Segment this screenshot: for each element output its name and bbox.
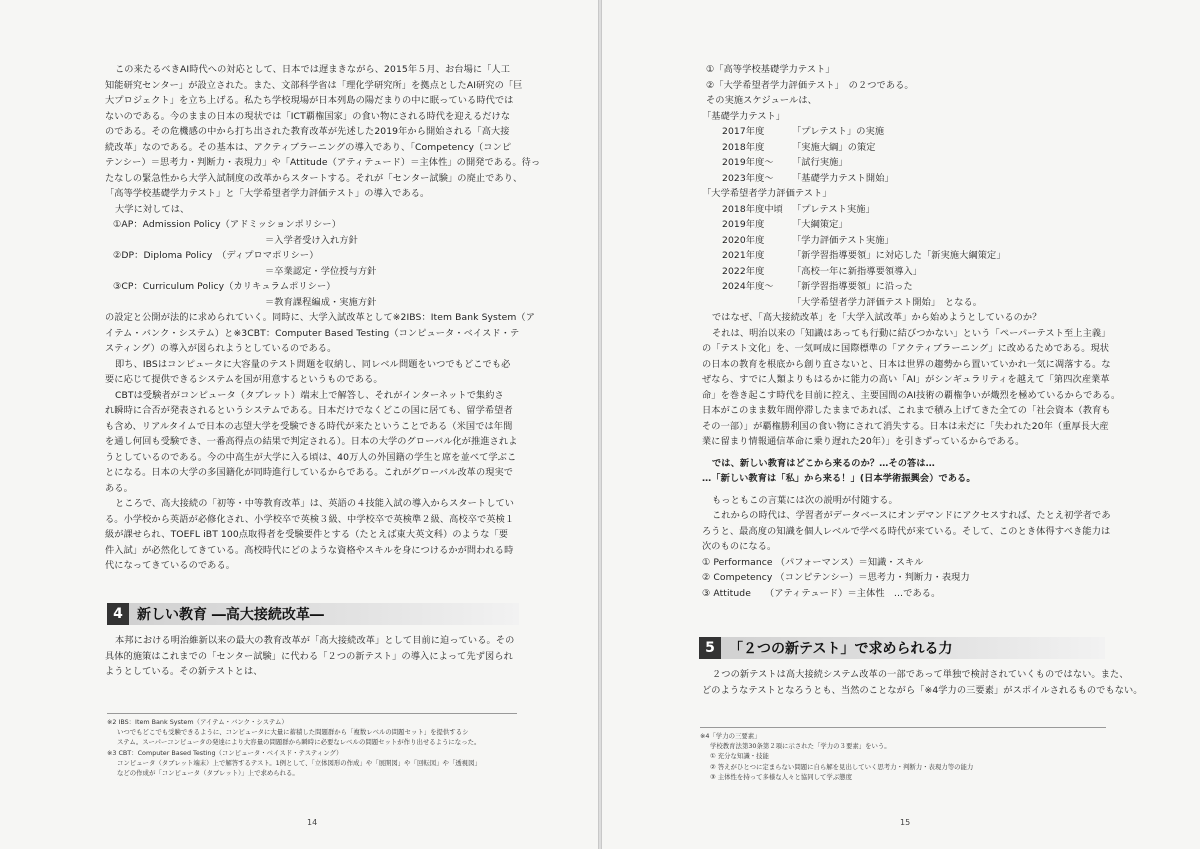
text-line: うとしているのである。今の中高生が大学に入る頃は、40万人の外国籍の学生と席を並べて学ぶこ [105,451,517,463]
schedule-item: 「学力評価テスト実施」 [792,234,894,246]
text-line: の日本の教育を根底から創り直さないと、日本は世界の趨勢から置いていかれ一気に凋落する。な [702,358,1111,370]
text-line: どのようなテストとなろうとも、当然のことながら「※4学力の三要素」がスポイルされるものでもない。 [702,684,1143,696]
text-line: 知能研究センター」が設立された。また、文部科学省は「理化学研究所」を拠点としたAI研究の「巨 [105,79,523,91]
text-line: る。小学校から英語が必修化され、小学校卒で英検３級、中学校卒で英検準２級、高校卒で英検１ [105,513,515,525]
text-line: CBTは受験者がコンピュータ（タブレット）端末上で解答し、それがインターネットで集約さ [115,389,504,401]
footnote-line: などの作成が「コンピュータ（タブレット）」上で求められる。 [117,769,299,778]
text-line: 要に応じて提供できるシステムを国が用意するというものである。 [105,374,383,385]
text-line: のである。その危機感の中から打ち出された教育改革が先述した2019年から開始される「高大接 [105,126,510,137]
text-line: 具体的施策はこれまでの「センター試験」に代わる「２つの新テスト」の導入によって先ず図られ [105,650,513,662]
schedule-row [702,202,1122,218]
schedule-year: 2022年度 [722,265,765,277]
schedule-row [702,233,1122,249]
english-paragraph [105,496,525,574]
text-line: 「高等学校基礎学力テスト」と「大学希望者学力評価テスト」の導入である。 [105,188,430,199]
footnote-line: いつでもどこでも受験できるように、コンピュータに大量に蓄積した問題群から「複数レベルの問題セット」を提供するシ [117,728,469,737]
text-line: 業に留まり情報通信革命に乗り遅れた20年）」を引きずっているからである。 [702,436,1025,447]
page-number: 14 [307,818,318,827]
schedule-row [702,248,1122,264]
section-title: 新しい教育 ―高大接続改革― [137,607,324,623]
schedule-year: 2023年度〜 [722,172,774,184]
text-line: ２つの新テストは高大接続システム改革の一部であって単独で検討されていくものではない。また、 [712,669,1129,680]
explain-paragraph [702,493,1122,555]
basic-schedule [702,109,1122,187]
text-line: ある。 [105,482,133,494]
schedule-year: 2024年度〜 [722,281,774,292]
policy-meaning: ＝教育課程編成・実施方針 [265,296,377,308]
schedule-year: 2019年度 [722,219,765,230]
schedule-item: 「基礎学力テスト開始」 [792,172,894,184]
text-line: 級が課せられ、TOEFL iBT 100点取得者を受験要件とする（たとえば東大英文科）のような「要 [105,529,509,540]
text-line: 続改革」なのである。その基本は、アクティブラーニングの導入であり、「Competency（コンピ [105,141,512,153]
policy-meaning: ＝卒業認定・学位授与方針 [265,265,377,277]
section-4-heading [107,603,519,625]
schedule-row [702,217,1122,233]
answer-line: …「新しい教育は「私」から来る！」(日本学術振興会）である。 [702,473,976,484]
text-line: 即ち、IBSはコンピュータに大容量のテスト問題を収納し、同レベル問題をいつでもどこでも必 [115,358,511,370]
section-number: 4 [107,603,129,625]
left-body-top [105,62,541,574]
text-line: 命」を巻き起こす時代を目前に控え、主要国間のAI技術の覇権争いが熾烈を極めているからである。 [702,389,1121,401]
schedule-item: 「大学希望者学力評価テスト開始」 となる。 [792,296,983,308]
text-line: れ瞬時に合否が発表されるというシステムである。日本だけでなくどこの国に居ても、留学希望者 [105,405,513,416]
schedule-year: 2021年度 [722,250,765,261]
text-line: 代になってきているのである。 [105,560,236,571]
schedule-row [702,279,1122,295]
text-line: 日本がこのまま数年間停滞したままであれば、これまで積み上げてきた全ての「社会資本（教育も [702,405,1111,416]
text-line: スティング）の導入が図られようとしているのである。 [105,343,337,354]
why-paragraph [702,310,1122,450]
section-5-body [702,667,1143,698]
schedule-item: 「新学習指導要領」に沿った [792,281,913,292]
schedule-title: 「大学希望者学力評価テスト」 [702,188,832,199]
text-line: テンシー）＝思考力・判断力・表現力」や「Attitude（アティテュード）＝主体性」の開発である。待っ [105,157,541,168]
ability-item: ③ Attitude （アティテュード）＝主体性 …である。 [702,587,941,599]
section-4-body [105,633,525,680]
text-line: この来たるべきAI時代への対応として、日本では遅まきながら、2015年５月、お台場に「人工 [115,64,511,75]
schedule-row [702,155,1122,171]
section-5-heading [699,637,1105,659]
intro-paragraph [105,62,541,202]
text-line: ところで、高大接続の「初等・中等教育改革」は、英語の４技能入試の導入からスタートしてい [115,498,515,509]
footnote-line: ① 充分な知識・技能 [710,752,769,761]
section-number: 5 [699,637,721,659]
policy-label: ①AP：Admission Policy（アドミッションポリシー） [113,219,341,230]
schedule-item: 「試行実施」 [792,157,848,168]
text-line: 次のものになる。 [702,541,777,552]
text-line: の「テスト文化」を、一気呵成に国際標準の「アクティブラーニング」に改めるためである。現状 [702,343,1110,354]
schedule-item: 「大綱策定」 [792,219,848,230]
schedule-row [702,171,1122,187]
schedule-row [702,264,1122,280]
section-title: 「２つの新テスト」で求められる力 [729,641,953,657]
schedule-title: 「基礎学力テスト」 [702,110,786,122]
schedule-intro: その実施スケジュールは、 [706,95,817,106]
text-line: の設定と公開が法的に求められていく。同時に、大学入試改革として※2IBS：Item Bank System（ア [105,312,536,323]
text-line: これからの時代は、学習者がデータベースにオンデマンドにアクセスすれば、たとえ初学者であ [712,510,1111,521]
text-line: それは、明治以来の「知識はあっても行動に結びつかない」という「ペーパーテスト至上主義」 [712,327,1111,339]
policy-list [105,217,525,310]
schedule-year: 2017年度 [722,126,765,137]
footnote-line: ② 答えがひとつに定まらない問題に自ら解を見出していく思考力・判断力・表現力等の能力 [710,762,974,771]
schedule-item: 「プレテスト実施」 [792,203,875,215]
text-line: ないのである。今のままの日本の現状では「ICT覇権国家」の食い物にされる時代を迎えるだけな [105,110,511,122]
text-line: 大プロジェクト」を立ち上げる。私たち学校現場が日本列島の陽だまりの中に眠っている時代では [105,95,514,106]
ability-item: ② Competency （コンピテンシー）＝思考力・判断力・表現力 [702,572,970,583]
text-line: とになる。日本の大学の多国籍化が同時進行しているからである。これがグローバル改革の現実で [105,467,514,478]
text-line: イテム・バンク・システム）と※3CBT：Computer Based Testing（コンピュータ・ベイスド・テ [105,327,520,339]
ibs-description [105,357,525,388]
text-line: を通し何回も受験でき、一番高得点の結果で判定される）。日本の大学のグローバル化が推進されよ [105,436,518,447]
schedule-year: 2018年度中頃 [722,203,783,215]
text-line: たなしの緊急性から大学入試制度の改革からスタートする。それが「センター試験」の廃止であり、 [105,172,523,184]
text-line: ようとしている。その新テストとは、 [105,666,263,677]
text-line: もっともこの言葉には次の説明が付随する。 [712,494,898,506]
left-footnotes [107,717,527,778]
ability-list [702,555,1122,602]
footnote-line: ※4「学力の三要素」 [700,732,761,740]
text-line: 本邦における明治維新以来の最大の教育改革が「高大接続改革」として目前に迫っている。その [115,635,515,646]
eval-schedule [702,186,1122,310]
text-line: ではなぜ、「高大接続改革」を「大学入試改革」から始めようとしているのか？ [712,312,1042,323]
text-line: 件入試」が必然化してきている。高校時代にどのような資格やスキルを身につけるかが問われる時 [105,544,514,556]
text-line: その一部）」が覇権勝利国の食い物にされて消失する。日本は未だに「失われた20年（重厚長大産 [702,420,1109,432]
right-body-top [702,62,1122,601]
test-item: ②「大学希望者学力評価テスト」 の２つである。 [706,79,914,91]
footnote-divider [700,727,1106,728]
schedule-item: 「プレテスト」の実施 [792,126,885,137]
schedule-row [702,140,1122,156]
ability-item: ① Performance （パフォーマンス）＝知識・スキル [702,556,924,568]
page-number: 15 [900,818,911,827]
footnote-line: ステム。スーパーコンピュータの発達により大容量の問題群から瞬時に必要なレベルの問題セットが作り出せるようになった。 [117,738,481,747]
left-page [0,0,598,849]
test-item: ①「高等学校基礎学力テスト」 [706,64,835,75]
text-line: も含め、リアルタイムで日本の志望大学を受験できる時代が来たということである（米国では年間 [105,420,513,432]
schedule-item: 「実施大綱」の策定 [792,141,876,153]
footnote-line: ③ 主体性を持って多様な人々と協同して学ぶ態度 [710,772,852,781]
footnote-line: ※3 CBT：Computer Based Testing（コンピュータ・ベイスド・テスティング） [107,748,343,757]
schedule-year: 2019年度〜 [722,157,774,168]
schedule-item: 「新学習指導要領」に対応した「新実施大綱策定」 [792,250,1006,261]
text-line: ろうと、最高度の知識を個人レベルで学べる時代が来ている。そして、このとき体得すべき能力は [702,525,1111,537]
footnote-line: 学校教育法第30条第２項に示された「学力の３要素」をいう。 [710,742,891,751]
question-line: では、新しい教育はどこから来るのか？…その答は… [712,457,935,469]
schedule-year: 2020年度 [722,234,765,246]
policy-label: ③CP：Curriculum Policy（カリキュラムポリシー） [113,281,336,292]
text-line: ぜなら、すでに人類よりもはるかに能力の高い「AI」がシンギュラリティを越えて「第四次産業革 [702,374,1110,385]
schedule-year: 2018年度 [722,141,765,153]
schedule-row [702,124,1122,140]
policy-label: ②DP：Diploma Policy （ディプロマポリシー） [113,250,319,261]
right-page [602,0,1200,849]
schedule-row [702,295,1122,311]
ibs-paragraph [105,310,536,357]
policy-meaning: ＝入学者受け入れ方針 [265,234,358,246]
schedule-item: 「高校一年に新指導要領導入」 [792,265,923,277]
footnote-divider [107,713,517,714]
right-footnotes [700,731,1120,782]
footnote-line: ※2 IBS：Item Bank System（アイテム・バンク・システム） [107,718,288,726]
univ-intro: 大学に対しては、 [115,203,190,215]
cbt-paragraph [105,388,525,497]
footnote-line: コンピュータ（タブレット端末）上で解答するテスト。1例として、「立体図形の作成」や「展開図」や「回転図」や「透視図」 [117,758,481,767]
